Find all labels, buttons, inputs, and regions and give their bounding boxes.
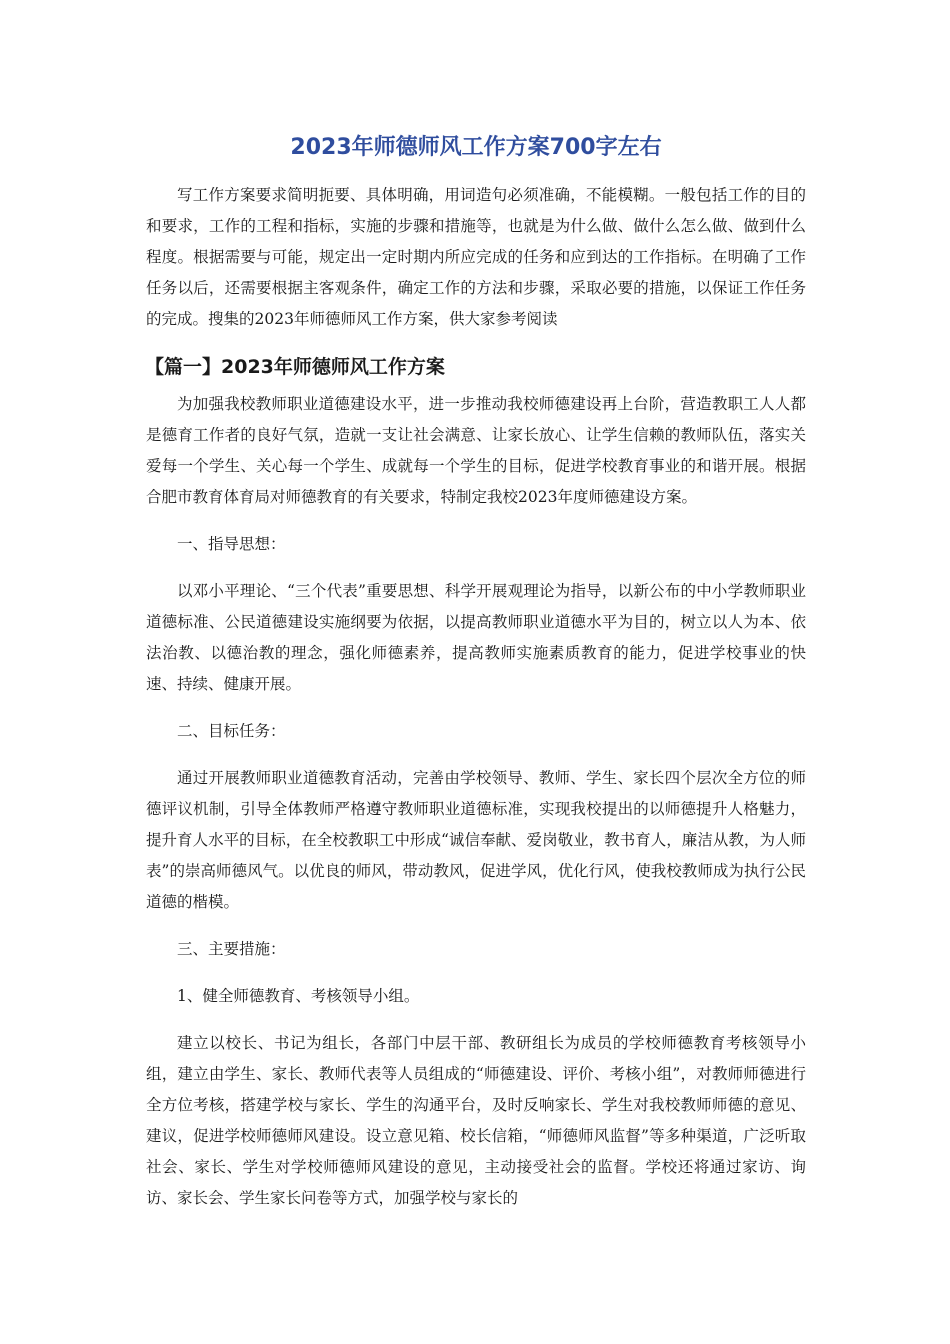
document-page — [146, 128, 806, 1214]
subheading-goals-tasks: 二、目标任务： — [177, 722, 286, 740]
subheading-measure-1: 1、健全师德教育、考核领导小组。 — [177, 987, 420, 1005]
body-paragraph: 建立以校长、书记为组长，各部门中层干部、教研组长为成员的学校师德教育考核领导小组，建立由学生、家长、教师代表等人员组成的“师德建设、评价、考核小组”，对教师师德进行全方位考核，搭建学校与家长、学生的沟通平台，及时反响家长、学生对我校教师师德的意见、建议，促进学校师德师风建设。设立意见箱、校长信箱，“师德师风监督”等多种渠道，广泛听取社会、家长、学生对学校师德师风建设的意见，主动接受社会的监督。学校还将通过家访、询访、家长会、学生家长问卷等方式，加强学校与家长的 — [146, 1034, 806, 1207]
section-heading: 【篇一】2023年师德师风工作方案 — [145, 356, 445, 378]
body-paragraph: 为加强我校教师职业道德建设水平，进一步推动我校师德建设再上台阶，营造教职工人人都是德育工作者的良好气氛，造就一支让社会满意、让家长放心、让学生信赖的教师队伍，落实关爱每一个学生、关心每一个学生、成就每一个学生的目标，促进学校教育事业的和谐开展。根据合肥市教育体育局对师德教育的有关要求，特制定我校2023年度师德建设方案。 — [146, 395, 806, 506]
body-paragraph: 通过开展教师职业道德教育活动，完善由学校领导、教师、学生、家长四个层次全方位的师德评议机制，引导全体教师严格遵守教师职业道德标准，实现我校提出的以师德提升人格魅力，提升育人水平的目标，在全校教职工中形成“诚信奉献、爱岗敬业，教书育人，廉洁从教，为人师表”的崇高师德风气。以优良的师风，带动教风，促进学风，优化行风，使我校教师成为执行公民道德的楷模。 — [146, 769, 806, 911]
body-paragraph: 以邓小平理论、“三个代表”重要思想、科学开展观理论为指导，以新公布的中小学教师职业道德标准、公民道德建设实施纲要为依据，以提高教师职业道德水平为目的，树立以人为本、依法治教、以德治教的理念，强化师德素养，提高教师实施素质教育的能力，促进学校事业的快速、持续、健康开展。 — [146, 582, 806, 693]
subheading-guiding-ideology: 一、指导思想： — [177, 535, 286, 553]
document-title: 2023年师德师风工作方案700字左右 — [290, 135, 662, 160]
subheading-main-measures: 三、主要措施： — [177, 940, 286, 958]
intro-paragraph: 写工作方案要求简明扼要、具体明确，用词造句必须准确，不能模糊。一般包括工作的目的和要求，工作的工程和指标，实施的步骤和措施等，也就是为什么做、做什么怎么做、做到什么程度。根据需要与可能，规定出一定时期内所应完成的任务和应到达的工作指标。在明确了工作任务以后，还需要根据主客观条件，确定工作的方法和步骤，采取必要的措施，以保证工作任务的完成。搜集的2023年师德师风工作方案，供大家参考阅读 — [146, 186, 806, 328]
